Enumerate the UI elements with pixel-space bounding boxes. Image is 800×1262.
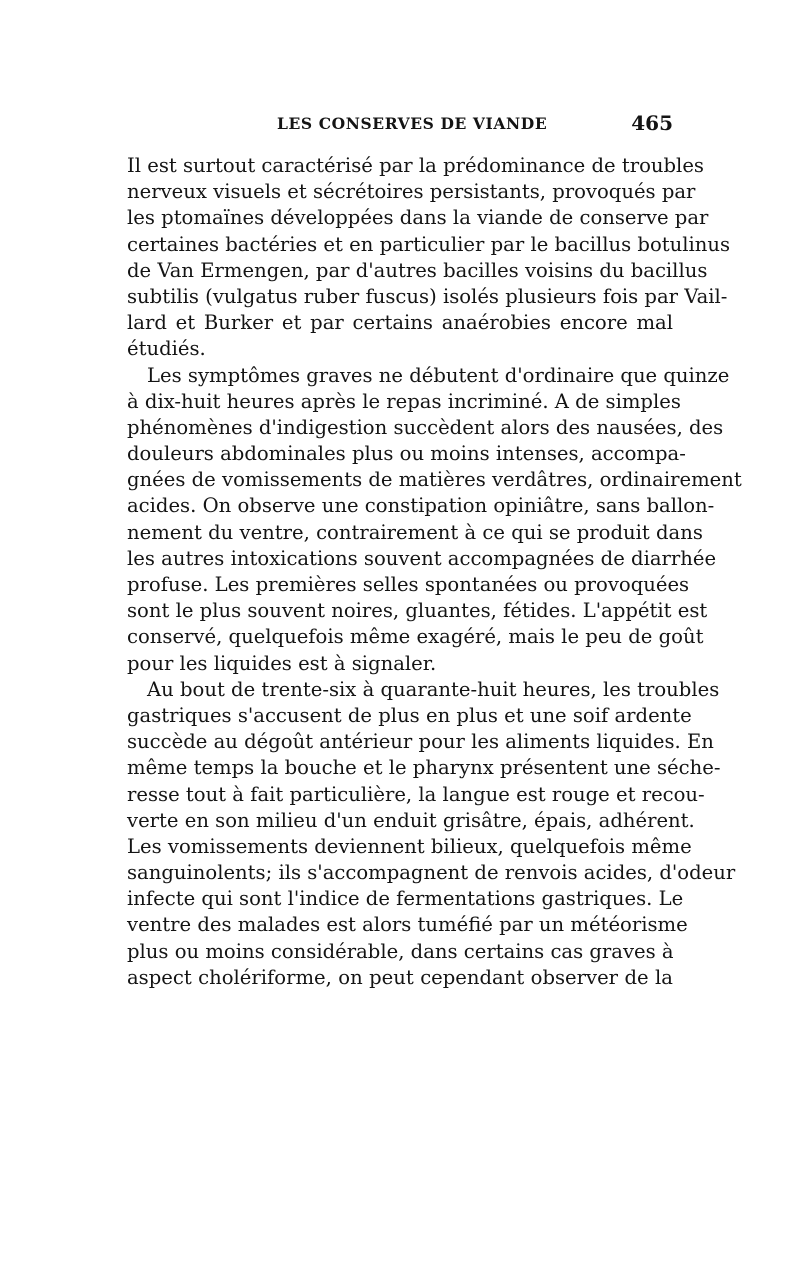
text-line: Les symptômes graves ne débutent d'ordinaire que quinze <box>147 363 730 387</box>
text-line: les autres intoxications souvent accompagnées de diarrhée <box>127 546 717 570</box>
text-line: à dix-huit heures après le repas incriminé. A de simples <box>127 389 681 413</box>
page-number: 465 <box>631 111 673 135</box>
paragraph <box>127 153 731 363</box>
text-line: succède au dégoût antérieur pour les aliments liquides. En <box>127 730 714 754</box>
text-line: ventre des malades est alors tuméfié par un météorisme <box>127 913 688 937</box>
paragraph <box>127 677 736 991</box>
text-line: phénomènes d'indigestion succèdent alors des nausées, des <box>127 415 724 439</box>
text-line: nement du ventre, contrairement à ce qui se produit dans <box>127 520 703 544</box>
text-line: Les vomissements deviennent bilieux, quelquefois même <box>127 834 692 858</box>
body-text <box>127 153 742 991</box>
text-line: nerveux visuels et sécrétoires persistants, provoqués par <box>127 180 696 204</box>
text-line: sanguinolents; ils s'accompagnent de renvois acides, d'odeur <box>127 861 736 885</box>
text-line: de Van Ermengen, par d'autres bacilles voisins du bacillus <box>127 258 708 282</box>
text-line: aspect cholériforme, on peut cependant observer de la <box>127 965 673 989</box>
text-line: certaines bactéries et en particulier par le bacillus botulinus <box>127 232 731 256</box>
text-line: subtilis (vulgatus ruber fuscus) isolés plusieurs fois par Vail- <box>127 284 728 308</box>
text-line: sont le plus souvent noires, gluantes, fétides. L'appétit est <box>127 599 708 623</box>
text-line: même temps la bouche et le pharynx présentent une séche- <box>127 756 721 780</box>
text-line: profuse. Les premières selles spontanées ou provoquées <box>127 573 690 596</box>
text-line: étudiés. <box>127 337 206 361</box>
text-line: pour les liquides est à signaler. <box>127 651 437 675</box>
text-line: infecte qui sont l'indice de fermentations gastriques. Le <box>127 887 684 911</box>
text-line: gnées de vomissements de matières verdâtres, ordinairement <box>127 468 742 492</box>
running-head <box>127 111 673 138</box>
text-line: gastriques s'accusent de plus en plus et une soif ardente <box>127 703 692 727</box>
text-line: lard et Burker et par certains anaérobies encore mal <box>127 311 673 335</box>
text-line: conservé, quelquefois même exagéré, mais le peu de goût <box>127 625 704 649</box>
text-line: plus ou moins considérable, dans certains cas graves à <box>127 939 674 963</box>
text-line: les ptomaïnes développées dans la viande de conserve par <box>127 206 709 230</box>
text-line: douleurs abdominales plus ou moins intenses, accompa- <box>127 442 686 466</box>
text-line: verte en son milieu d'un enduit grisâtre, épais, adhérent. <box>127 808 695 832</box>
text-line: Il est surtout caractérisé par la prédominance de troubles <box>127 154 704 177</box>
text-line: resse tout à fait particulière, la langue est rouge et recou- <box>127 782 705 806</box>
paragraph <box>127 363 742 677</box>
text-line: acides. On observe une constipation opiniâtre, sans ballon- <box>127 494 715 518</box>
text-line: Au bout de trente-six à quarante-huit heures, les troubles <box>147 677 720 701</box>
running-title: LES CONSERVES DE VIANDE <box>277 114 548 133</box>
